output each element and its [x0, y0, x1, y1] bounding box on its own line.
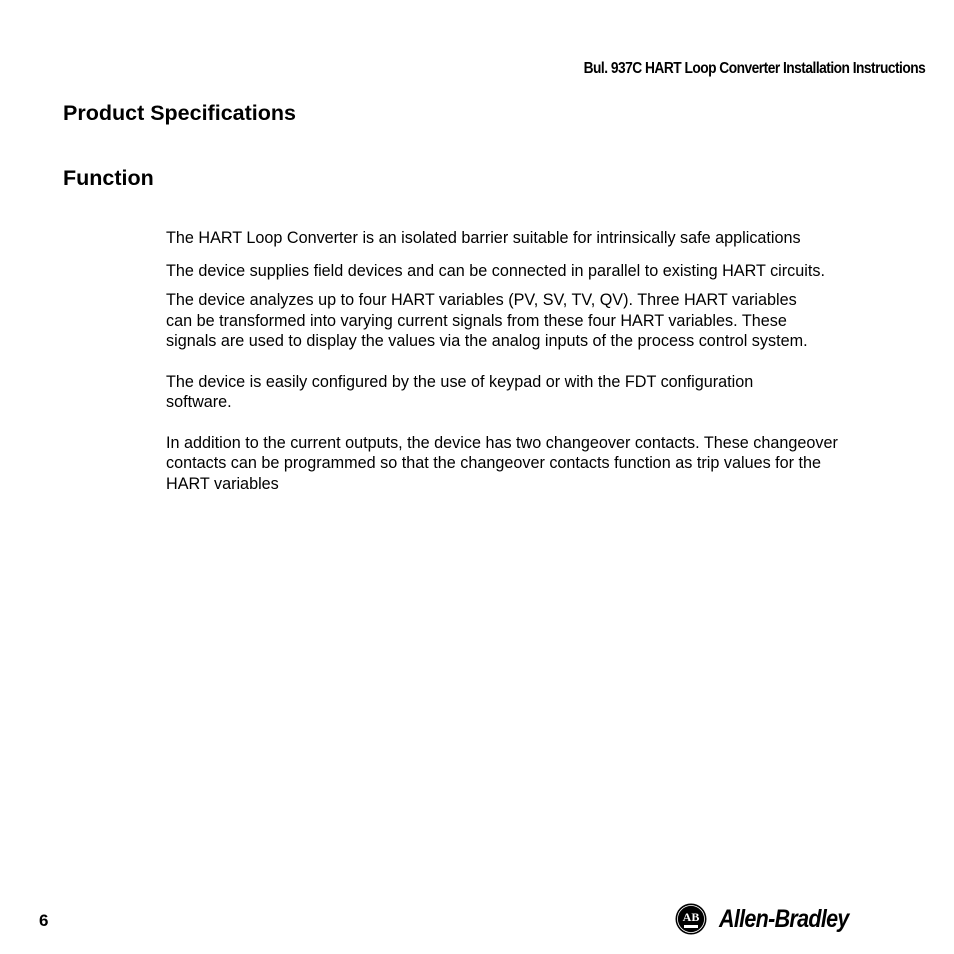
page-number: 6 — [39, 911, 49, 930]
running-header: Bul. 937C HART Loop Converter Installation Instructions — [583, 60, 925, 77]
paragraph-contacts: In addition to the current outputs, the device has two changeover contacts. These changeover contacts can be programmed so that the changeover contacts function as trip values for the HART variables — [166, 433, 838, 493]
section-title: Product Specifications — [63, 101, 296, 125]
subsection-title: Function — [63, 166, 154, 190]
paragraph-intro: The HART Loop Converter is an isolated barrier suitable for intrinsically safe applications — [166, 229, 801, 247]
paragraph-configuration: The device is easily configured by the use of keypad or with the FDT configuration software. — [166, 372, 754, 411]
logo-letters: AB — [682, 910, 700, 924]
body-text — [166, 228, 896, 494]
paragraph-supply: The device supplies field devices and can be connected in parallel to existing HART circuits. — [166, 261, 825, 280]
paragraph-variables: The device analyzes up to four HART variables (PV, SV, TV, QV). Three HART variables can be transformed into varying current signals from these four HART variables. These signals are used to display the values via the analog inputs of the process control system. — [166, 291, 808, 350]
brand-name: Allen-Bradley — [719, 904, 849, 933]
allen-bradley-logo-icon — [675, 903, 707, 935]
brand-footer — [675, 902, 870, 936]
